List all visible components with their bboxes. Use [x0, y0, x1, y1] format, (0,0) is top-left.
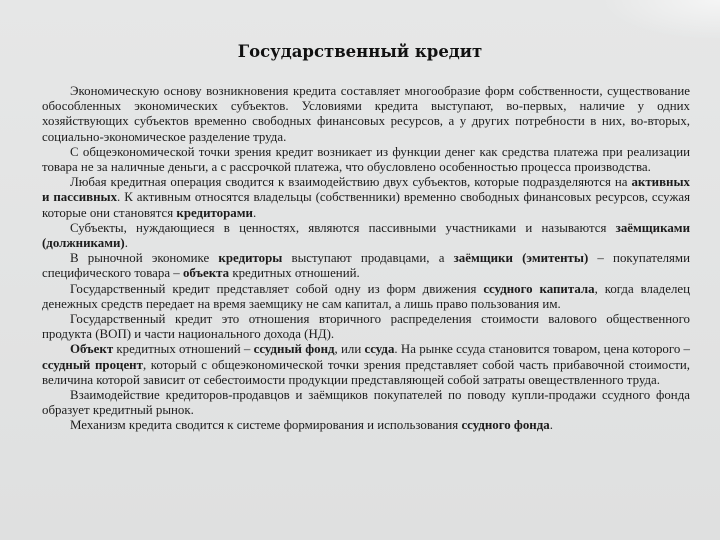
paragraph [42, 312, 690, 342]
text-run: Механизм кредита сводится к системе формирования и использования [70, 418, 462, 433]
paragraph [42, 418, 690, 433]
text-run: . [252, 205, 257, 220]
paragraph [42, 145, 690, 175]
text-run: , или [334, 342, 365, 357]
text-run: . К активным относятся владельцы (собственники) временно свободных финансовых ресурсов, ссужая которые они становятся [42, 190, 691, 220]
paragraph [42, 175, 690, 221]
text-run: , когда владелец денежных средств передает на время заемщику не сам капитал, а лишь право пользования им. [42, 281, 691, 311]
paragraph [42, 342, 690, 388]
text-run: . [124, 236, 128, 251]
paragraph [42, 282, 690, 312]
bold-term: заёмщиками (должниками) [42, 220, 690, 251]
bold-term: кредиторами [176, 205, 253, 220]
text-run: Субъекты, нуждающиеся в ценностях, являются пассивными участниками и называются [70, 220, 616, 235]
text-run: выступают продавцами, а [282, 251, 454, 266]
text-run: Государственный кредит представляет собой одну из форм движения [70, 281, 484, 296]
text-run: Экономическую основу возникновения кредита составляет многообразие форм собственности, существование обособленных экономических субъектов. Условиями кредита выступают, во-первых, наличие у одних хозяйствующих субъектов временно свободных финансовых ресурсов, а у других потребности в них, во-вторых, социально-экономическое разделение труда. [42, 84, 690, 144]
text-run: кредитных отношений. [229, 266, 360, 281]
bold-term: объекта [182, 266, 230, 281]
bold-term: ссудного капитала [483, 281, 595, 296]
text-run: Государственный кредит это отношения вторичного распределения стоимости валового общественного продукта (ВОП) и части национального дохода (НД). [42, 312, 690, 342]
text-run: – покупателями специфического товара – [42, 251, 690, 281]
bold-term: ссудный фонд [253, 342, 335, 357]
text-run: С общеэкономической точки зрения кредит возникает из функции денег как средства платежа при реализации товара не за наличные деньги, а с рассрочкой платежа, что обусловлено особенностью процесса производства. [42, 144, 690, 175]
bold-term: заёмщики (эмитенты) [453, 251, 589, 266]
bold-term: ссудный процент [42, 357, 143, 372]
bold-term: ссудного фонда [461, 418, 550, 433]
text-run: В рыночной экономике [70, 251, 219, 266]
bold-term: активных и пассивных [42, 175, 690, 205]
slide-title: Государственный кредит [237, 42, 483, 61]
paragraph [42, 251, 690, 281]
corner-highlight [600, 0, 720, 40]
bold-term: кредиторы [218, 251, 283, 266]
text-run: . [549, 418, 553, 433]
paragraph [42, 84, 690, 145]
paragraph [42, 221, 690, 251]
bold-term: ссуда [364, 342, 395, 357]
text-run: кредитных отношений – [113, 342, 254, 357]
bold-term: Объект [70, 342, 114, 357]
text-run: Любая кредитная операция сводится к взаимодействию двух субъектов, которые подразделяются на [70, 175, 632, 190]
text-run: . На рынке ссуда становится товаром, цена которого – [394, 342, 690, 357]
paragraph [42, 388, 690, 418]
text-run: Взаимодействие кредиторов-продавцов и заёмщиков покупателей по поводу купли-продажи ссудного фонда образует кредитный рынок. [42, 388, 690, 418]
text-run: , который с общеэкономической точки зрения представляет собой часть прибавочной стоимости, величина которой зависит от себестоимости продукции представляющей собой затраты овеществленного труда. [42, 357, 690, 387]
slide-body-text [42, 84, 690, 434]
